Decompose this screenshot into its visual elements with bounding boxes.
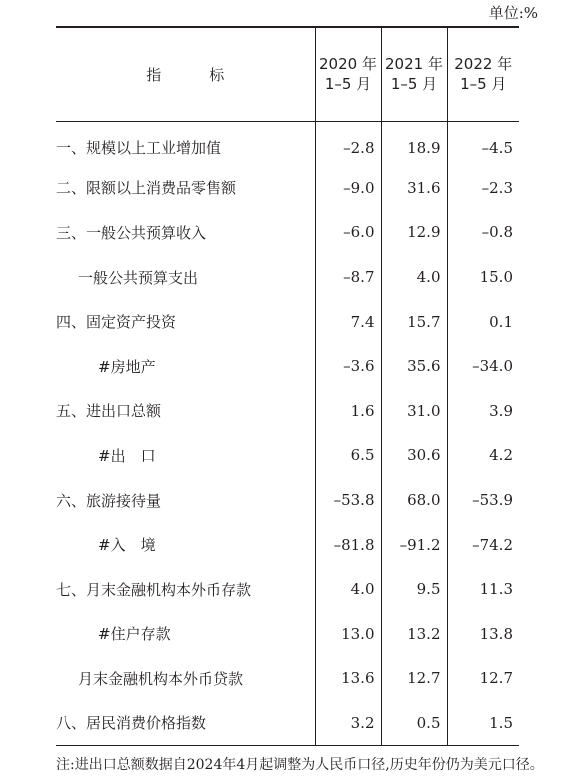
row-label: 五、进出口总额 bbox=[56, 402, 162, 421]
value-2021: 0.5 bbox=[381, 701, 447, 746]
value-2022: 15.0 bbox=[447, 255, 519, 300]
value-2021: 35.6 bbox=[381, 344, 447, 389]
value-2021: 13.2 bbox=[381, 612, 447, 657]
value-2020: –9.0 bbox=[315, 166, 381, 211]
value-2020: –8.7 bbox=[315, 255, 381, 300]
value-2021: 15.7 bbox=[381, 299, 447, 344]
year-header-2021 bbox=[381, 27, 447, 121]
indicator-header: 指 标 bbox=[56, 27, 315, 121]
table-row bbox=[56, 612, 519, 657]
value-2022: –2.3 bbox=[447, 166, 519, 211]
period-label: 1–5 月 bbox=[390, 75, 438, 94]
row-label: #出 口 bbox=[98, 446, 156, 465]
value-2022: 12.7 bbox=[447, 656, 519, 701]
table-header-row bbox=[56, 27, 519, 121]
year-header-2022 bbox=[447, 27, 519, 121]
row-label: 一般公共预算支出 bbox=[78, 268, 199, 287]
value-2022: 11.3 bbox=[447, 567, 519, 612]
value-2022: –34.0 bbox=[447, 344, 519, 389]
value-2020: –2.8 bbox=[315, 121, 381, 166]
value-2022: –4.5 bbox=[447, 121, 519, 166]
value-2021: 9.5 bbox=[381, 567, 447, 612]
year-header-2020 bbox=[315, 27, 381, 121]
value-2021: 68.0 bbox=[381, 478, 447, 523]
row-label: 月末金融机构本外币贷款 bbox=[78, 669, 244, 688]
table-row bbox=[56, 166, 519, 211]
table-row bbox=[56, 344, 519, 389]
period-label: 1–5 月 bbox=[460, 75, 507, 94]
row-label: #入 境 bbox=[98, 536, 156, 555]
statistics-table bbox=[56, 26, 519, 746]
table-row bbox=[56, 389, 519, 434]
value-2022: –74.2 bbox=[447, 522, 519, 567]
value-2020: 1.6 bbox=[315, 389, 381, 434]
value-2021: 30.6 bbox=[381, 433, 447, 478]
table-row bbox=[56, 299, 519, 344]
value-2022: 1.5 bbox=[447, 701, 519, 746]
value-2021: 18.9 bbox=[381, 121, 447, 166]
row-label: 七、月末金融机构本外币存款 bbox=[56, 580, 252, 599]
table-row bbox=[56, 701, 519, 746]
row-label: 八、居民消费价格指数 bbox=[56, 701, 315, 746]
year-label: 2020 年 bbox=[319, 55, 377, 74]
year-label: 2022 年 bbox=[454, 55, 513, 74]
row-label: 一、规模以上工业增加值 bbox=[56, 139, 222, 158]
value-2020: –3.6 bbox=[315, 344, 381, 389]
value-2020: 13.0 bbox=[315, 612, 381, 657]
value-2021: 12.7 bbox=[381, 656, 447, 701]
value-2020: 13.6 bbox=[315, 656, 381, 701]
value-2022: –0.8 bbox=[447, 210, 519, 255]
value-2020: 7.4 bbox=[315, 299, 381, 344]
value-2022: 4.2 bbox=[447, 433, 519, 478]
row-label: 四、固定资产投资 bbox=[56, 313, 177, 332]
value-2020: 3.2 bbox=[315, 701, 381, 746]
value-2021: 31.0 bbox=[381, 389, 447, 434]
value-2022: 3.9 bbox=[447, 389, 519, 434]
table-row bbox=[56, 567, 519, 612]
value-2022: 0.1 bbox=[447, 299, 519, 344]
value-2020: –6.0 bbox=[315, 210, 381, 255]
table-row bbox=[56, 656, 519, 701]
value-2022: 13.8 bbox=[447, 612, 519, 657]
value-2021: 31.6 bbox=[381, 166, 447, 211]
footnote: 注:进出口总额数据自2024年4月起调整为人民币口径,历史年份仍为美元口径。 bbox=[56, 757, 544, 773]
period-label: 1–5 月 bbox=[324, 75, 372, 94]
table-row bbox=[56, 121, 519, 166]
year-label: 2021 年 bbox=[385, 55, 443, 74]
value-2021: –91.2 bbox=[381, 522, 447, 567]
row-label: 二、限额以上消费品零售额 bbox=[56, 179, 237, 198]
value-2020: 6.5 bbox=[315, 433, 381, 478]
table-row bbox=[56, 478, 519, 523]
unit-label: 单位:% bbox=[488, 4, 538, 22]
value-2021: 4.0 bbox=[381, 255, 447, 300]
value-2020: 4.0 bbox=[315, 567, 381, 612]
row-label: 六、旅游接待量 bbox=[56, 491, 162, 510]
value-2021: 12.9 bbox=[381, 210, 447, 255]
value-2020: –53.8 bbox=[315, 478, 381, 523]
row-label: #房地产 bbox=[98, 357, 156, 376]
row-label: #住户存款 bbox=[98, 625, 171, 644]
row-label: 三、一般公共预算收入 bbox=[56, 223, 207, 242]
value-2020: –81.8 bbox=[315, 522, 381, 567]
table-row bbox=[56, 522, 519, 567]
table-row bbox=[56, 210, 519, 255]
table-row bbox=[56, 255, 519, 300]
value-2022: –53.9 bbox=[447, 478, 519, 523]
table-row bbox=[56, 433, 519, 478]
